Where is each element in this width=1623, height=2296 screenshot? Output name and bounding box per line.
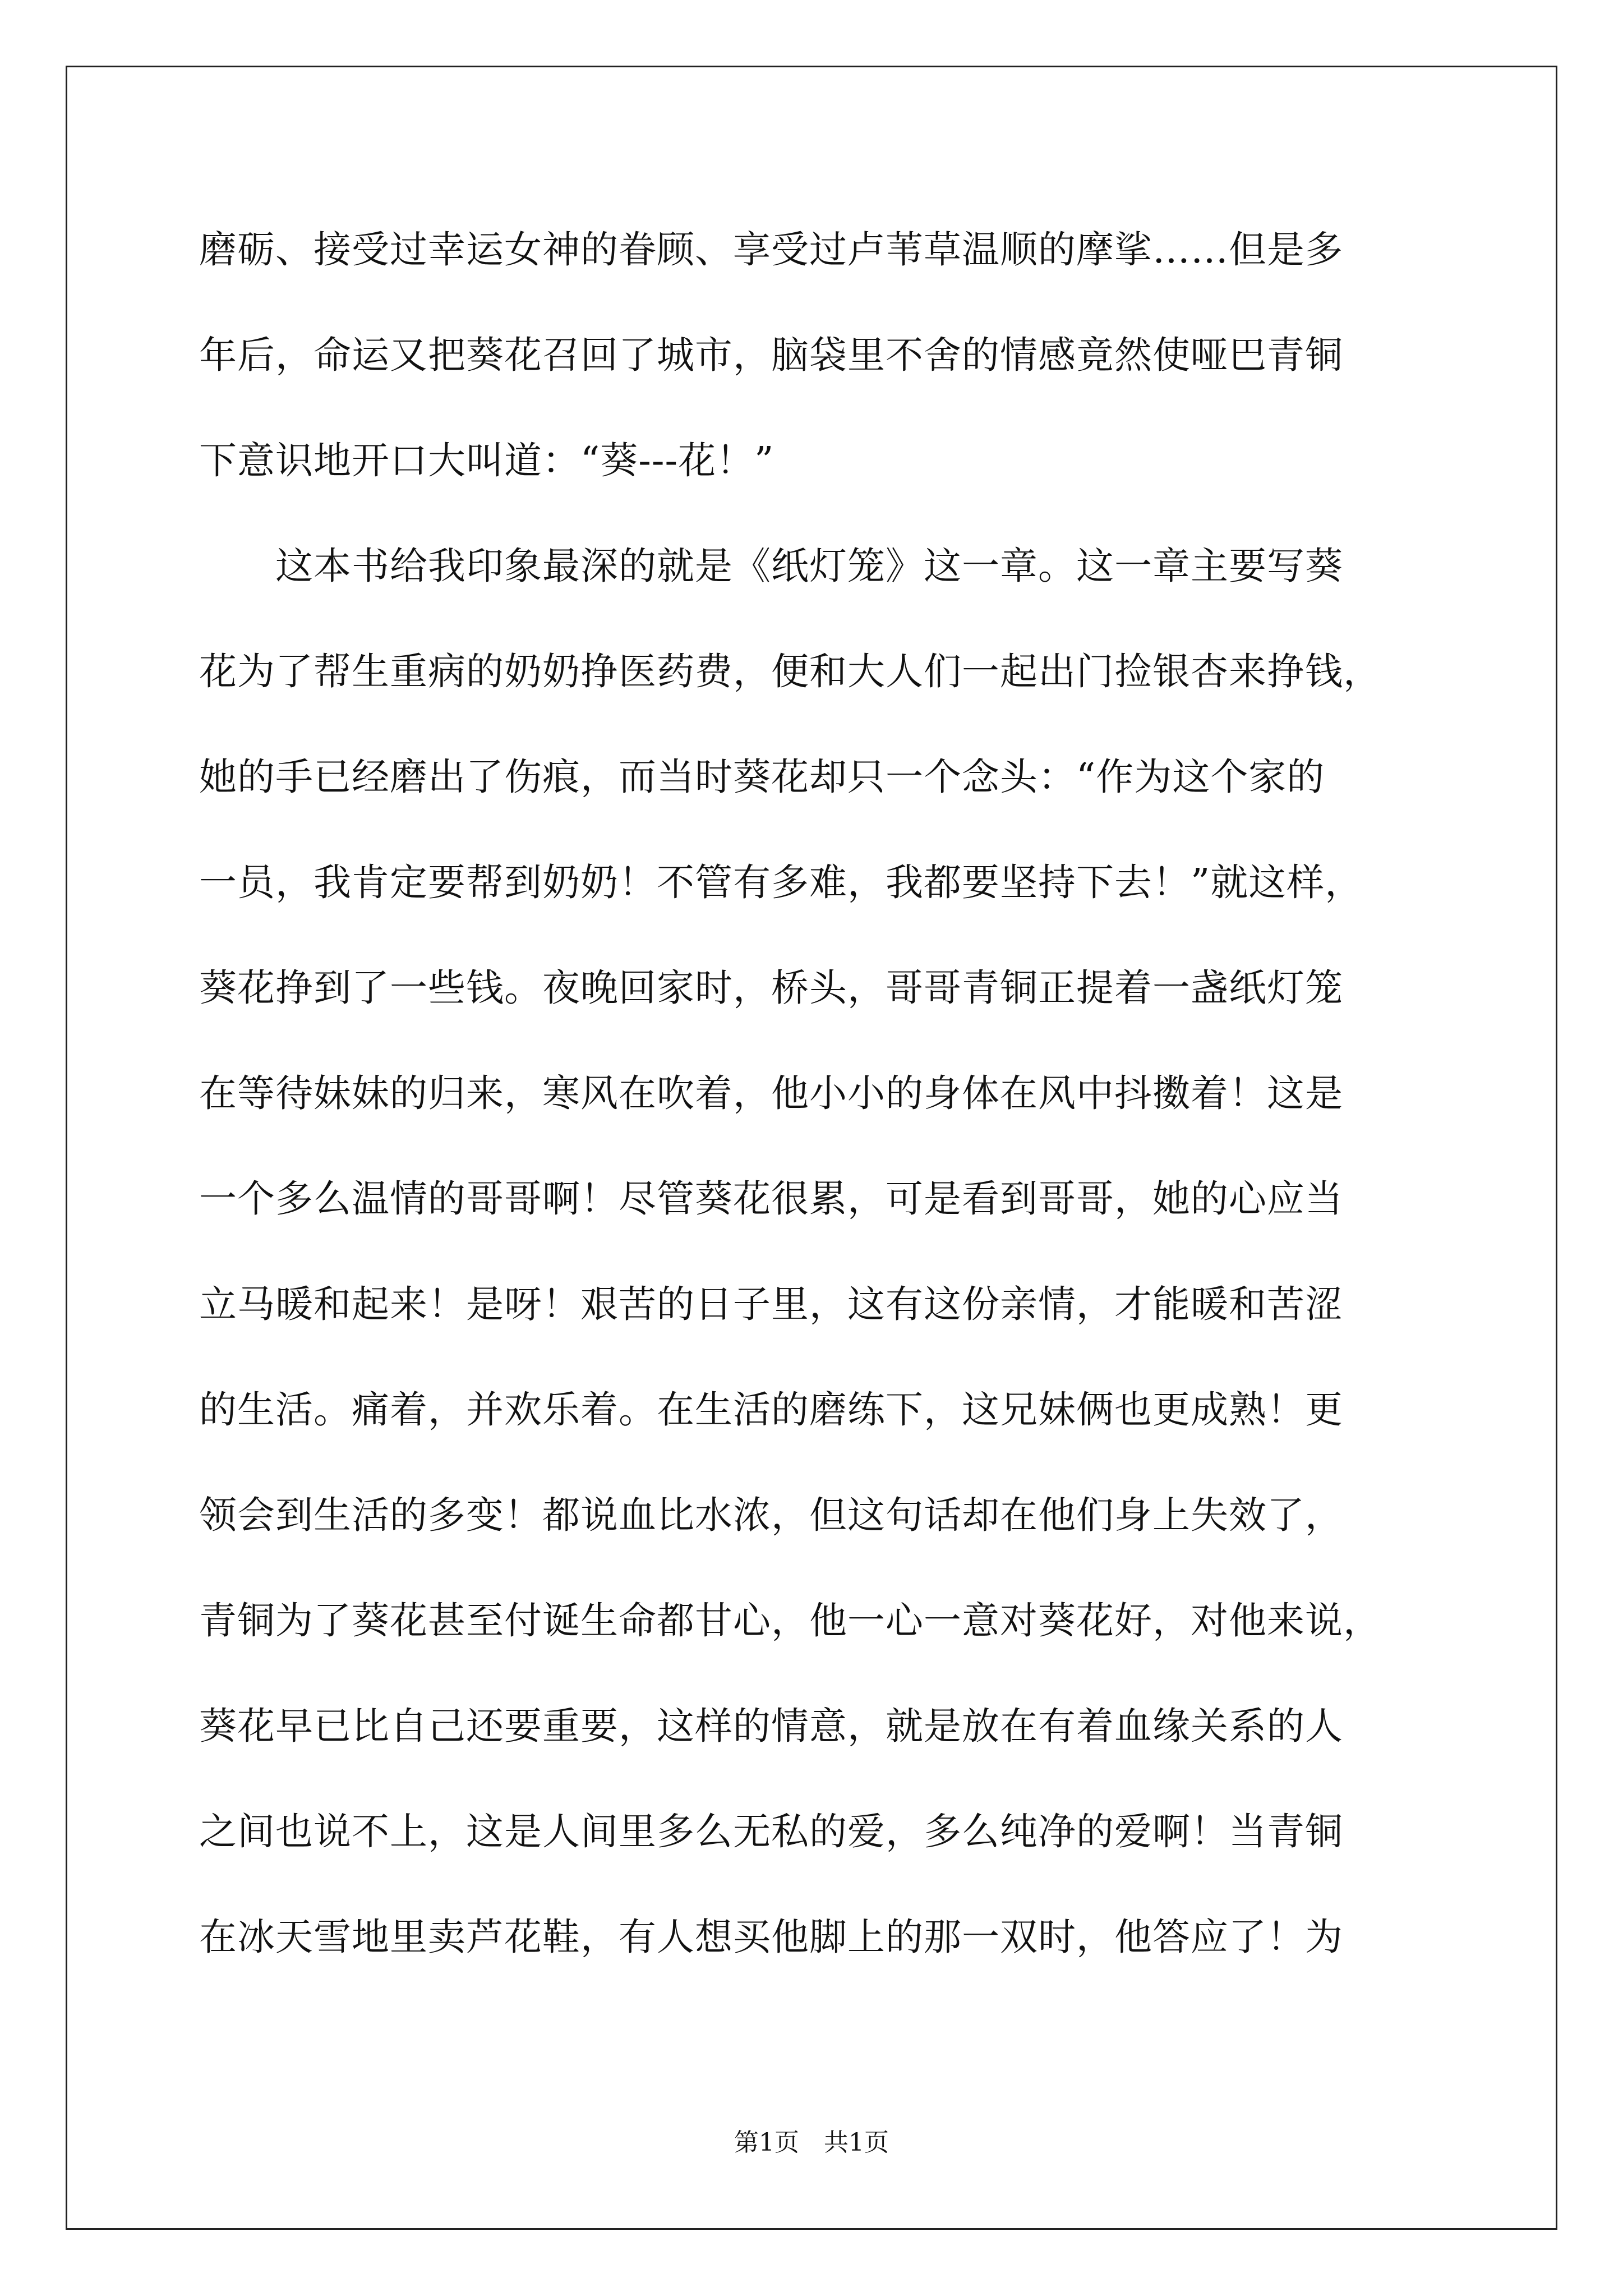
page-footer: 第1页 共1页 (734, 2128, 889, 2157)
text-line: 葵花早已比自己还要重要，这样的情意，就是放在有着血缘关系的人 (199, 1704, 1343, 1748)
text-line: 下意识地开口大叫道：“葵---花！” (199, 439, 774, 482)
text-line: 她的手已经磨出了伤痕，而当时葵花却只一个念头：“作为这个家的 (199, 755, 1325, 799)
text-line: 花为了帮生重病的奶奶挣医药费，便和大人们一起出门捡银杏来挣钱， (199, 650, 1381, 693)
page-border (66, 66, 1557, 2230)
text-line: 一员，我肯定要帮到奶奶！不管有多难，我都要坚持下去！”就这样， (199, 861, 1363, 904)
text-line: 在等待妹妹的归来，寒风在吹着，他小小的身体在风中抖擞着！这是 (199, 1071, 1343, 1115)
text-line: 领会到生活的多变！都说血比水浓，但这句话却在他们身上失效了， (199, 1493, 1343, 1537)
text-line: 立马暖和起来！是呀！艰苦的日子里，这有这份亲情，才能暖和苦涩 (199, 1282, 1343, 1326)
text-line: 在冰天雪地里卖芦花鞋，有人想买他脚上的那一双时，他答应了！为 (199, 1915, 1343, 1959)
text-line: 青铜为了葵花甚至付诞生命都甘心，他一心一意对葵花好，对他来说， (199, 1599, 1381, 1642)
text-line: 葵花挣到了一些钱。夜晚回家时，桥头，哥哥青铜正提着一盏纸灯笼 (199, 966, 1343, 1010)
text-line: 这本书给我印象最深的就是《纸灯笼》这一章。这一章主要写葵 (199, 544, 1343, 588)
text-line: 磨砺、接受过幸运女神的眷顾、享受过卢苇草温顺的摩挲……但是多 (199, 228, 1343, 272)
text-line: 之间也说不上，这是人间里多么无私的爱，多么纯净的爱啊！当青铜 (199, 1810, 1343, 1853)
text-line: 的生活。痛着，并欢乐着。在生活的磨练下，这兄妹俩也更成熟！更 (199, 1388, 1343, 1432)
text-line: 一个多么温情的哥哥啊！尽管葵花很累，可是看到哥哥，她的心应当 (199, 1177, 1343, 1221)
text-line: 年后，命运又把葵花召回了城市，脑袋里不舍的情感竟然使哑巴青铜 (199, 333, 1343, 377)
